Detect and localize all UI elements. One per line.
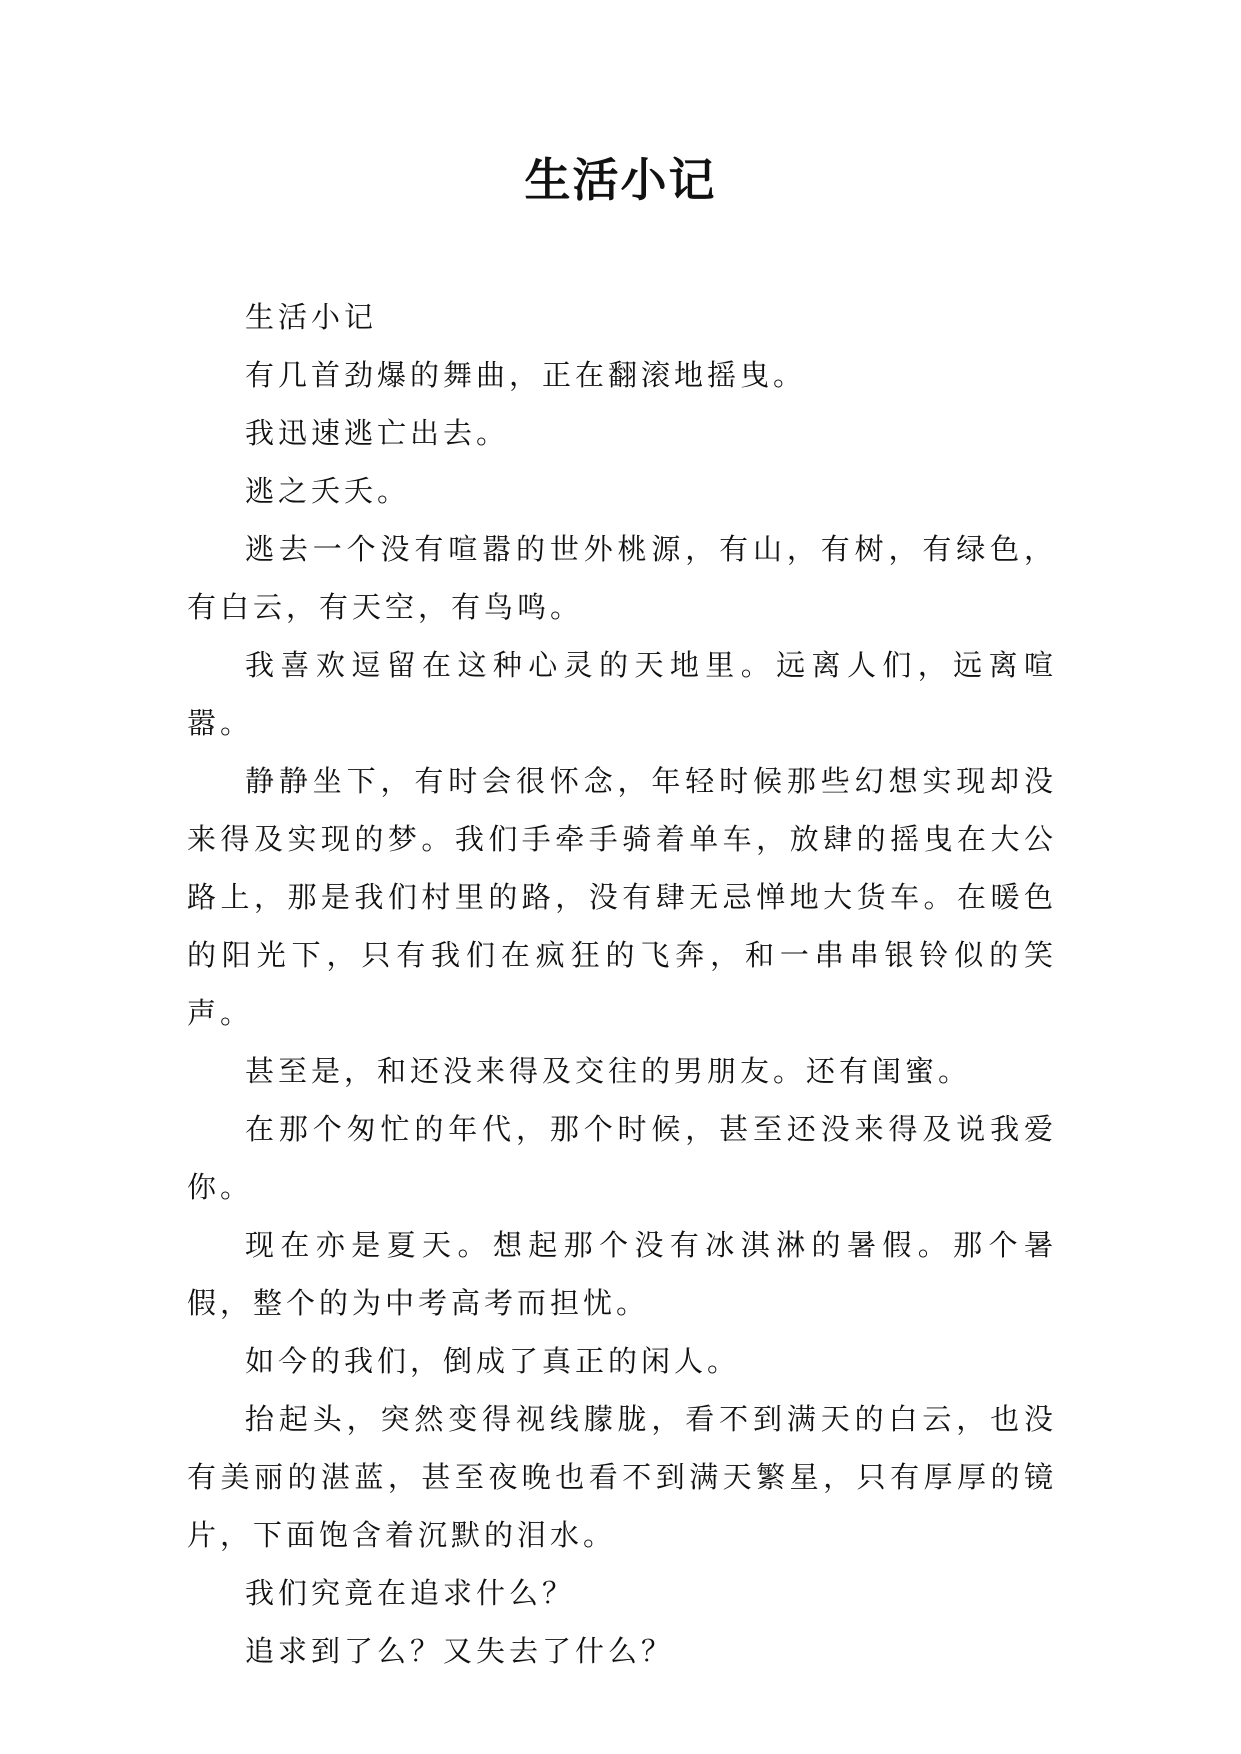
document-body: [187, 288, 1057, 1680]
paragraph: 追求到了么？又失去了什么？: [245, 1634, 675, 1668]
document-title: 生活小记: [524, 153, 717, 207]
paragraph: 甚至是，和还没来得及交往的男朋友。还有闺蜜。: [245, 1054, 972, 1088]
paragraph: 有几首劲爆的舞曲，正在翻滚地摇曳。: [245, 358, 807, 392]
paragraph: 逃去一个没有喧嚣的世外桃源，有山，有树，有绿色，有白云，有天空，有鸟鸣。: [187, 532, 1057, 624]
paragraph: 静静坐下，有时会很怀念，年轻时候那些幻想实现却没来得及实现的梦。我们手牵手骑着单车，放肆的摇曳在大公路上，那是我们村里的路，没有肆无忌惮地大货车。在暖色的阳光下，只有我们在疯狂的飞奔，和一串串银铃似的笑声。: [187, 764, 1057, 1030]
paragraph: 逃之夭夭。: [245, 474, 411, 508]
paragraph: 抬起头，突然变得视线朦胧，看不到满天的白云，也没有美丽的湛蓝，甚至夜晚也看不到满天繁星，只有厚厚的镜片，下面饱含着沉默的泪水。: [187, 1402, 1057, 1552]
paragraph: 如今的我们，倒成了真正的闲人。: [245, 1344, 741, 1378]
paragraph: 生活小记: [245, 300, 378, 334]
paragraph: 在那个匆忙的年代，那个时候，甚至还没来得及说我爱你。: [187, 1112, 1057, 1204]
paragraph: 我喜欢逗留在这种心灵的天地里。远离人们，远离喧嚣。: [187, 648, 1057, 740]
paragraph: 现在亦是夏天。想起那个没有冰淇淋的暑假。那个暑假，整个的为中考高考而担忧。: [187, 1228, 1057, 1320]
paragraph: 我迅速逃亡出去。: [245, 416, 510, 450]
paragraph: 我们究竟在追求什么？: [245, 1576, 576, 1610]
